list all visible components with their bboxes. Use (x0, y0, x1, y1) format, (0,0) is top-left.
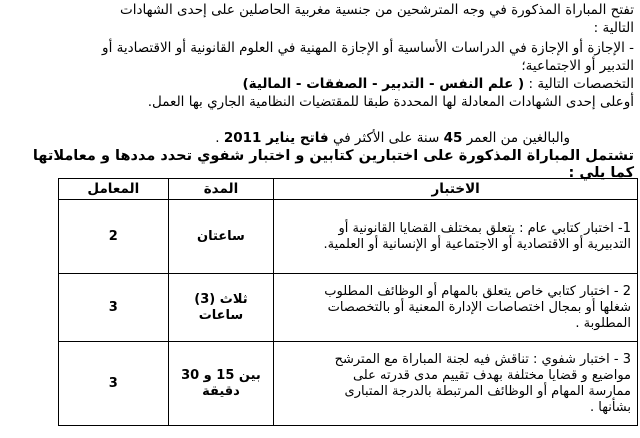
exam-duration (168, 274, 274, 342)
exam-line: المطلوبة . (575, 315, 631, 331)
degree-line-2: التدبير أو الاجتماعية؛ (521, 58, 634, 74)
age-middle: سنة على الأكثر في (332, 130, 440, 146)
exam-table (58, 178, 638, 426)
exam-description (274, 342, 638, 426)
exam-coefficient: 3 (59, 274, 169, 342)
specialties-line (242, 76, 634, 93)
intro-line-1: تفتح المباراة المذكورة في وجه المترشحين من جنسية مغربية الحاصلين على إحدى الشهادات (120, 2, 634, 18)
header-duration: المدة (168, 179, 274, 200)
exam-duration (168, 200, 274, 274)
exam-heading-line-2: كما يلي : (568, 165, 634, 181)
duration-line: دقيقة (202, 383, 240, 399)
exam-line: 3 - اختبار شفوي : تناقش فيه لجنة المباراة مع المترشح (334, 351, 631, 367)
age-prefix: والبالغين من العمر (466, 130, 570, 146)
table-row (59, 274, 638, 342)
age-end: . (215, 130, 220, 146)
header-exam: الاختبار (274, 179, 638, 200)
exam-line: ممارسة المهام أو الوظائف المرتبطة بالدرجة المتبارى (344, 383, 631, 399)
duration-line: بين 15 و 30 (181, 367, 261, 383)
table-row (59, 200, 638, 274)
exam-coefficient: 2 (59, 200, 169, 274)
exam-line: شغلها أو بمجال اختصاصات الإدارة المعنية أو بالتخصصات (327, 299, 631, 315)
exam-heading-line-1: تشتمل المباراة المذكورة على اختبارين كتابين و اختبار شفوي تحدد مددها و معاملاتها (32, 148, 634, 164)
age-condition-line (215, 130, 570, 147)
specialties-prefix: التخصصات التالية : (528, 76, 634, 92)
exam-line: التدبيرية أو الاقتصادية أو الاجتماعية أو الإنسانية أو العلمية. (323, 236, 631, 252)
duration-line: ساعتان (197, 228, 245, 244)
equivalent-degrees-line: أوعلى إحدى الشهادات المعادلة لها المحددة طبقا للمقتضيات النظامية الجاري بها العمل. (147, 94, 634, 110)
exam-line: 2 - اختبار كتابي خاص يتعلق بالمهام أو الوظائف المطلوب (324, 283, 631, 299)
specialties-list: ( علم النفس - التدبير - الصفقات - المالية) (242, 76, 525, 92)
age-date: فاتح يناير 2011 (223, 130, 329, 146)
table-row (59, 342, 638, 426)
exam-description (274, 200, 638, 274)
intro-line-2: التالية : (593, 20, 634, 36)
exam-duration (168, 342, 274, 426)
age-value: 45 (443, 130, 463, 146)
exam-coefficient: 3 (59, 342, 169, 426)
exam-line: مواضيع و قضايا مختلفة بهدف تقييم مدى قدرته على (352, 367, 631, 383)
exam-line: 1- اختبار كتابي عام : يتعلق بمختلف القضايا القانونية أو (338, 220, 631, 236)
duration-line: ثلاث (3) (194, 291, 248, 307)
exam-description (274, 274, 638, 342)
table-header-row (59, 179, 638, 200)
degree-line-1: - الإجازة أو الإجازة في الدراسات الأساسية أو الإجازة المهنية في العلوم القانونية أو الاقتصادية أو (102, 40, 634, 56)
header-coefficient: المعامل (59, 179, 169, 200)
exam-line: بشأنها . (589, 399, 631, 415)
duration-line: ساعات (198, 307, 244, 323)
